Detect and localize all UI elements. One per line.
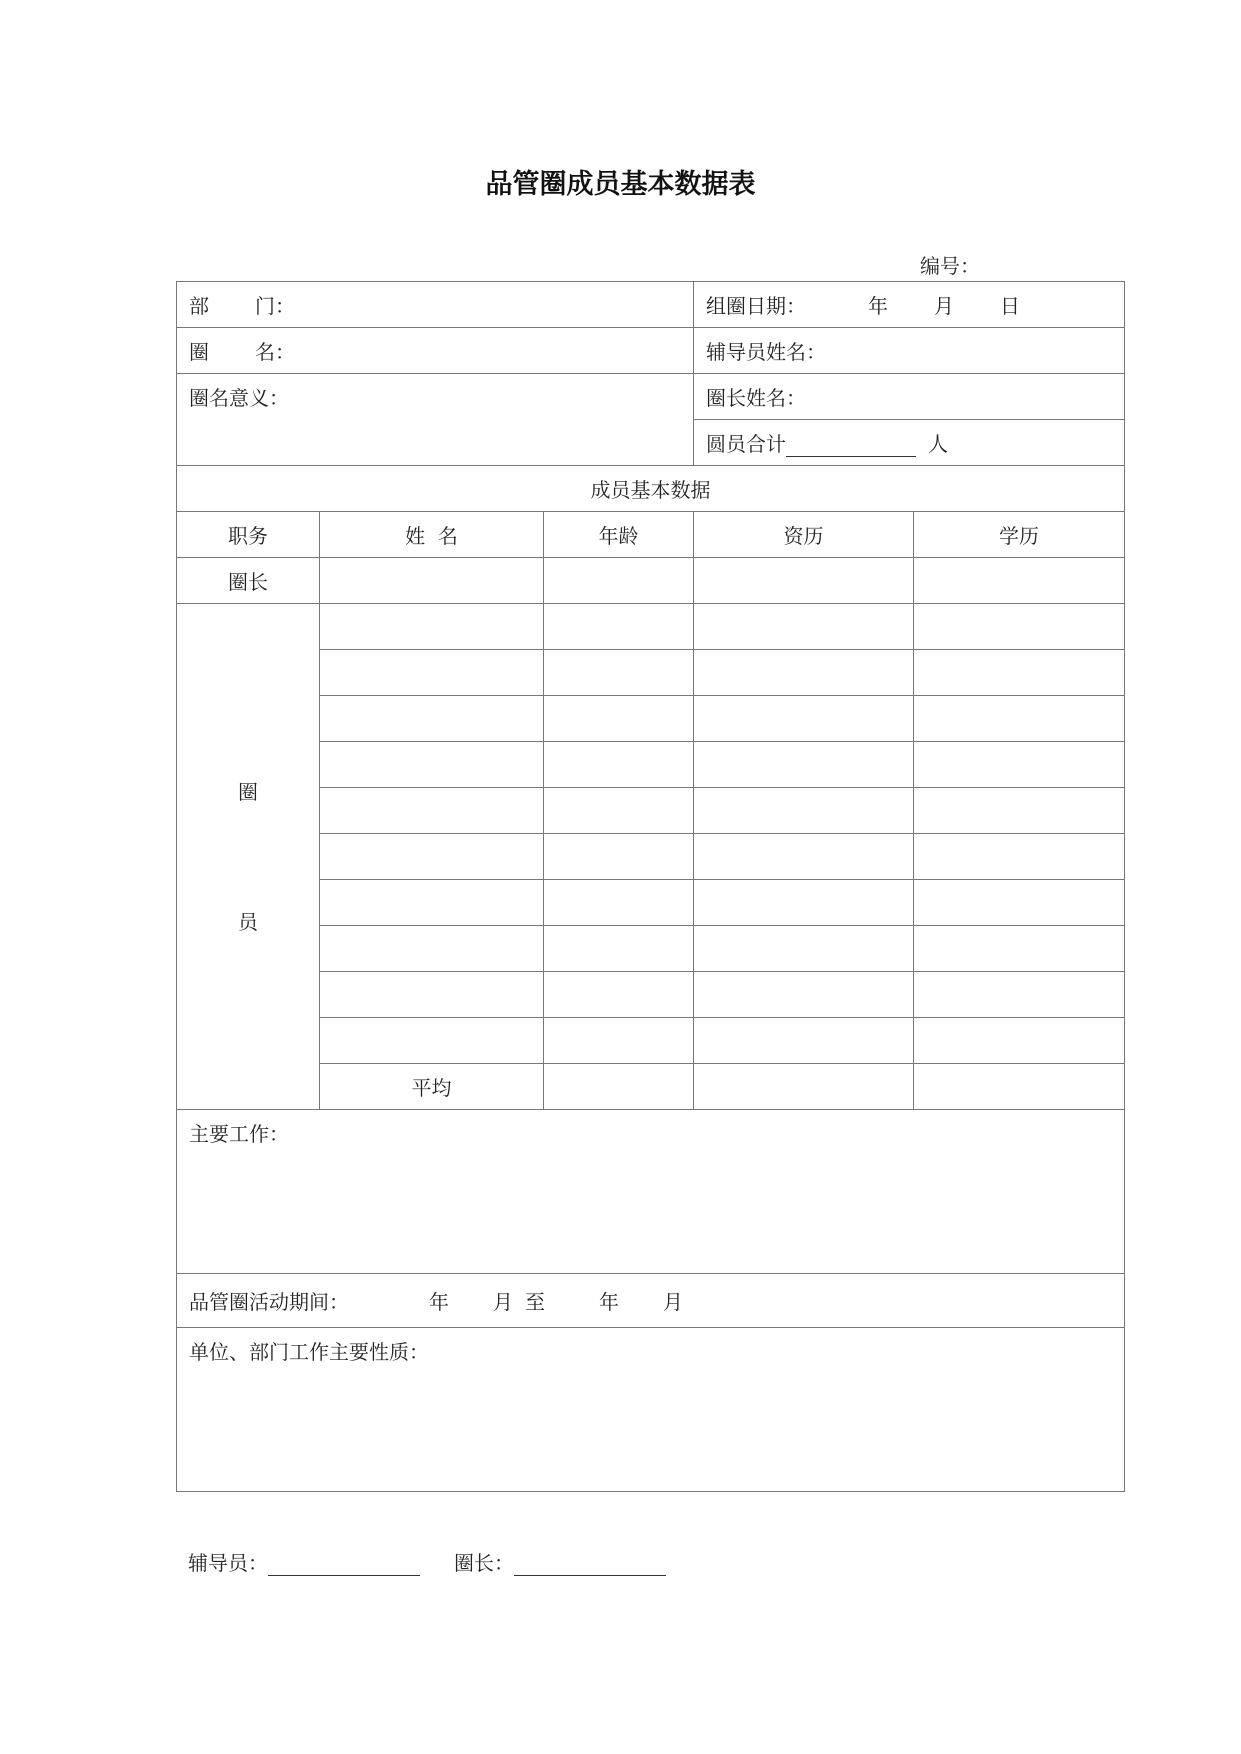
member-total-blank[interactable]: [786, 436, 916, 457]
leader-signature-line[interactable]: [514, 1553, 666, 1576]
table-cell[interactable]: [544, 650, 694, 696]
member-role-char: 圈: [238, 779, 258, 804]
table-cell[interactable]: [544, 696, 694, 742]
table-cell[interactable]: [694, 926, 914, 972]
table-cell[interactable]: [694, 742, 914, 788]
table-row: [177, 880, 1125, 926]
table-cell[interactable]: [320, 742, 544, 788]
column-header-row: [177, 512, 1125, 558]
department-field[interactable]: [177, 282, 694, 328]
date-month-label: 月: [934, 294, 955, 318]
leader-name-field[interactable]: [694, 374, 1125, 420]
circle-name-field[interactable]: [177, 328, 694, 374]
tutor-name-field[interactable]: [694, 328, 1125, 374]
member-role-cell: [177, 604, 320, 1110]
average-row: [177, 1064, 1125, 1110]
table-cell[interactable]: [544, 1018, 694, 1064]
circle-name-label-b: 名：: [255, 340, 295, 364]
leader-row: [177, 558, 1125, 604]
tutor-signature-line[interactable]: [268, 1553, 420, 1576]
serial-number-label: 编号：: [920, 254, 980, 278]
formation-date-label: 组圈日期：: [706, 294, 807, 318]
table-cell[interactable]: [320, 834, 544, 880]
table-cell[interactable]: [694, 1064, 914, 1110]
table-cell[interactable]: [320, 926, 544, 972]
circle-meaning-field[interactable]: [177, 374, 694, 466]
period-year1: 年: [429, 1290, 449, 1314]
table-row: [177, 742, 1125, 788]
period-year2: 年: [599, 1290, 619, 1314]
page-title: 品管圈成员基本数据表: [485, 169, 756, 200]
table-row: [177, 926, 1125, 972]
table-row: [177, 604, 1125, 650]
table-row: [177, 1018, 1125, 1064]
column-header-age: 年龄: [544, 512, 694, 558]
department-label-b: 门：: [255, 294, 295, 318]
column-header-seniority: 资历: [694, 512, 914, 558]
table-row: [177, 650, 1125, 696]
average-label-cell: 平均: [320, 1064, 544, 1110]
table-cell[interactable]: [694, 834, 914, 880]
column-header-education: 学历: [914, 512, 1125, 558]
activity-period-field[interactable]: [177, 1274, 1125, 1328]
table-cell[interactable]: [914, 1018, 1125, 1064]
activity-period-label: 品管圈活动期间：: [189, 1290, 349, 1314]
footer-leader-label: 圈长：: [454, 1551, 514, 1575]
unit-nature-label: 单位、部门工作主要性质：: [189, 1340, 429, 1364]
table-cell[interactable]: [544, 742, 694, 788]
leader-name-label: 圈长姓名：: [706, 386, 807, 410]
table-cell[interactable]: [320, 972, 544, 1018]
table-cell[interactable]: [320, 558, 544, 604]
table-cell[interactable]: [914, 972, 1125, 1018]
table-cell[interactable]: [544, 972, 694, 1018]
table-cell[interactable]: [320, 788, 544, 834]
table-row: [177, 834, 1125, 880]
table-cell[interactable]: [544, 788, 694, 834]
table-cell[interactable]: [914, 1064, 1125, 1110]
period-month2: 月: [663, 1290, 683, 1314]
table-cell[interactable]: [694, 1018, 914, 1064]
member-total-field[interactable]: [694, 420, 1125, 466]
table-cell[interactable]: [544, 604, 694, 650]
table-cell[interactable]: [694, 788, 914, 834]
table-cell[interactable]: [544, 558, 694, 604]
period-month1: 月: [493, 1290, 513, 1314]
main-work-field[interactable]: [177, 1110, 1125, 1274]
person-unit-label: 人: [928, 432, 949, 456]
unit-nature-field[interactable]: [177, 1328, 1125, 1492]
table-cell[interactable]: [914, 926, 1125, 972]
date-year-label: 年: [868, 294, 889, 318]
table-cell[interactable]: [544, 880, 694, 926]
table-cell[interactable]: [320, 880, 544, 926]
table-cell[interactable]: [694, 972, 914, 1018]
table-cell[interactable]: [914, 604, 1125, 650]
table-cell[interactable]: [694, 558, 914, 604]
circle-name-label-a: 圈: [189, 340, 209, 364]
member-data-form: [176, 281, 1125, 1492]
table-cell[interactable]: [320, 650, 544, 696]
table-cell[interactable]: [544, 834, 694, 880]
table-row: [177, 972, 1125, 1018]
table-cell[interactable]: [544, 926, 694, 972]
table-cell[interactable]: [914, 650, 1125, 696]
section-header: 成员基本数据: [177, 466, 1125, 512]
table-cell[interactable]: [694, 604, 914, 650]
table-cell[interactable]: [320, 1018, 544, 1064]
table-cell[interactable]: [320, 696, 544, 742]
table-cell[interactable]: [694, 696, 914, 742]
circle-meaning-label: 圈名意义：: [189, 386, 289, 410]
formation-date-field[interactable]: [694, 282, 1125, 328]
footer-tutor-label: 辅导员：: [188, 1551, 268, 1575]
member-total-label: 圆员合计: [706, 432, 787, 456]
table-row: [177, 696, 1125, 742]
table-cell[interactable]: [914, 788, 1125, 834]
column-header-role: 职务: [177, 512, 320, 558]
table-cell[interactable]: [694, 880, 914, 926]
table-cell[interactable]: [320, 604, 544, 650]
table-cell[interactable]: [914, 880, 1125, 926]
department-label-a: 部: [189, 294, 209, 318]
table-cell[interactable]: [914, 834, 1125, 880]
table-row: [177, 788, 1125, 834]
period-to: 至: [525, 1290, 545, 1314]
main-work-label: 主要工作：: [189, 1122, 289, 1146]
leader-role-cell: 圈长: [177, 558, 320, 604]
member-role-char: 员: [238, 909, 258, 934]
table-cell[interactable]: [914, 742, 1125, 788]
table-cell[interactable]: [914, 558, 1125, 604]
column-header-name: 姓 名: [320, 512, 544, 558]
tutor-name-label: 辅导员姓名：: [706, 340, 827, 364]
table-cell[interactable]: [914, 696, 1125, 742]
date-day-label: 日: [1000, 294, 1021, 318]
signature-footer: [188, 1547, 666, 1576]
table-cell[interactable]: [544, 1064, 694, 1110]
table-cell[interactable]: [694, 650, 914, 696]
